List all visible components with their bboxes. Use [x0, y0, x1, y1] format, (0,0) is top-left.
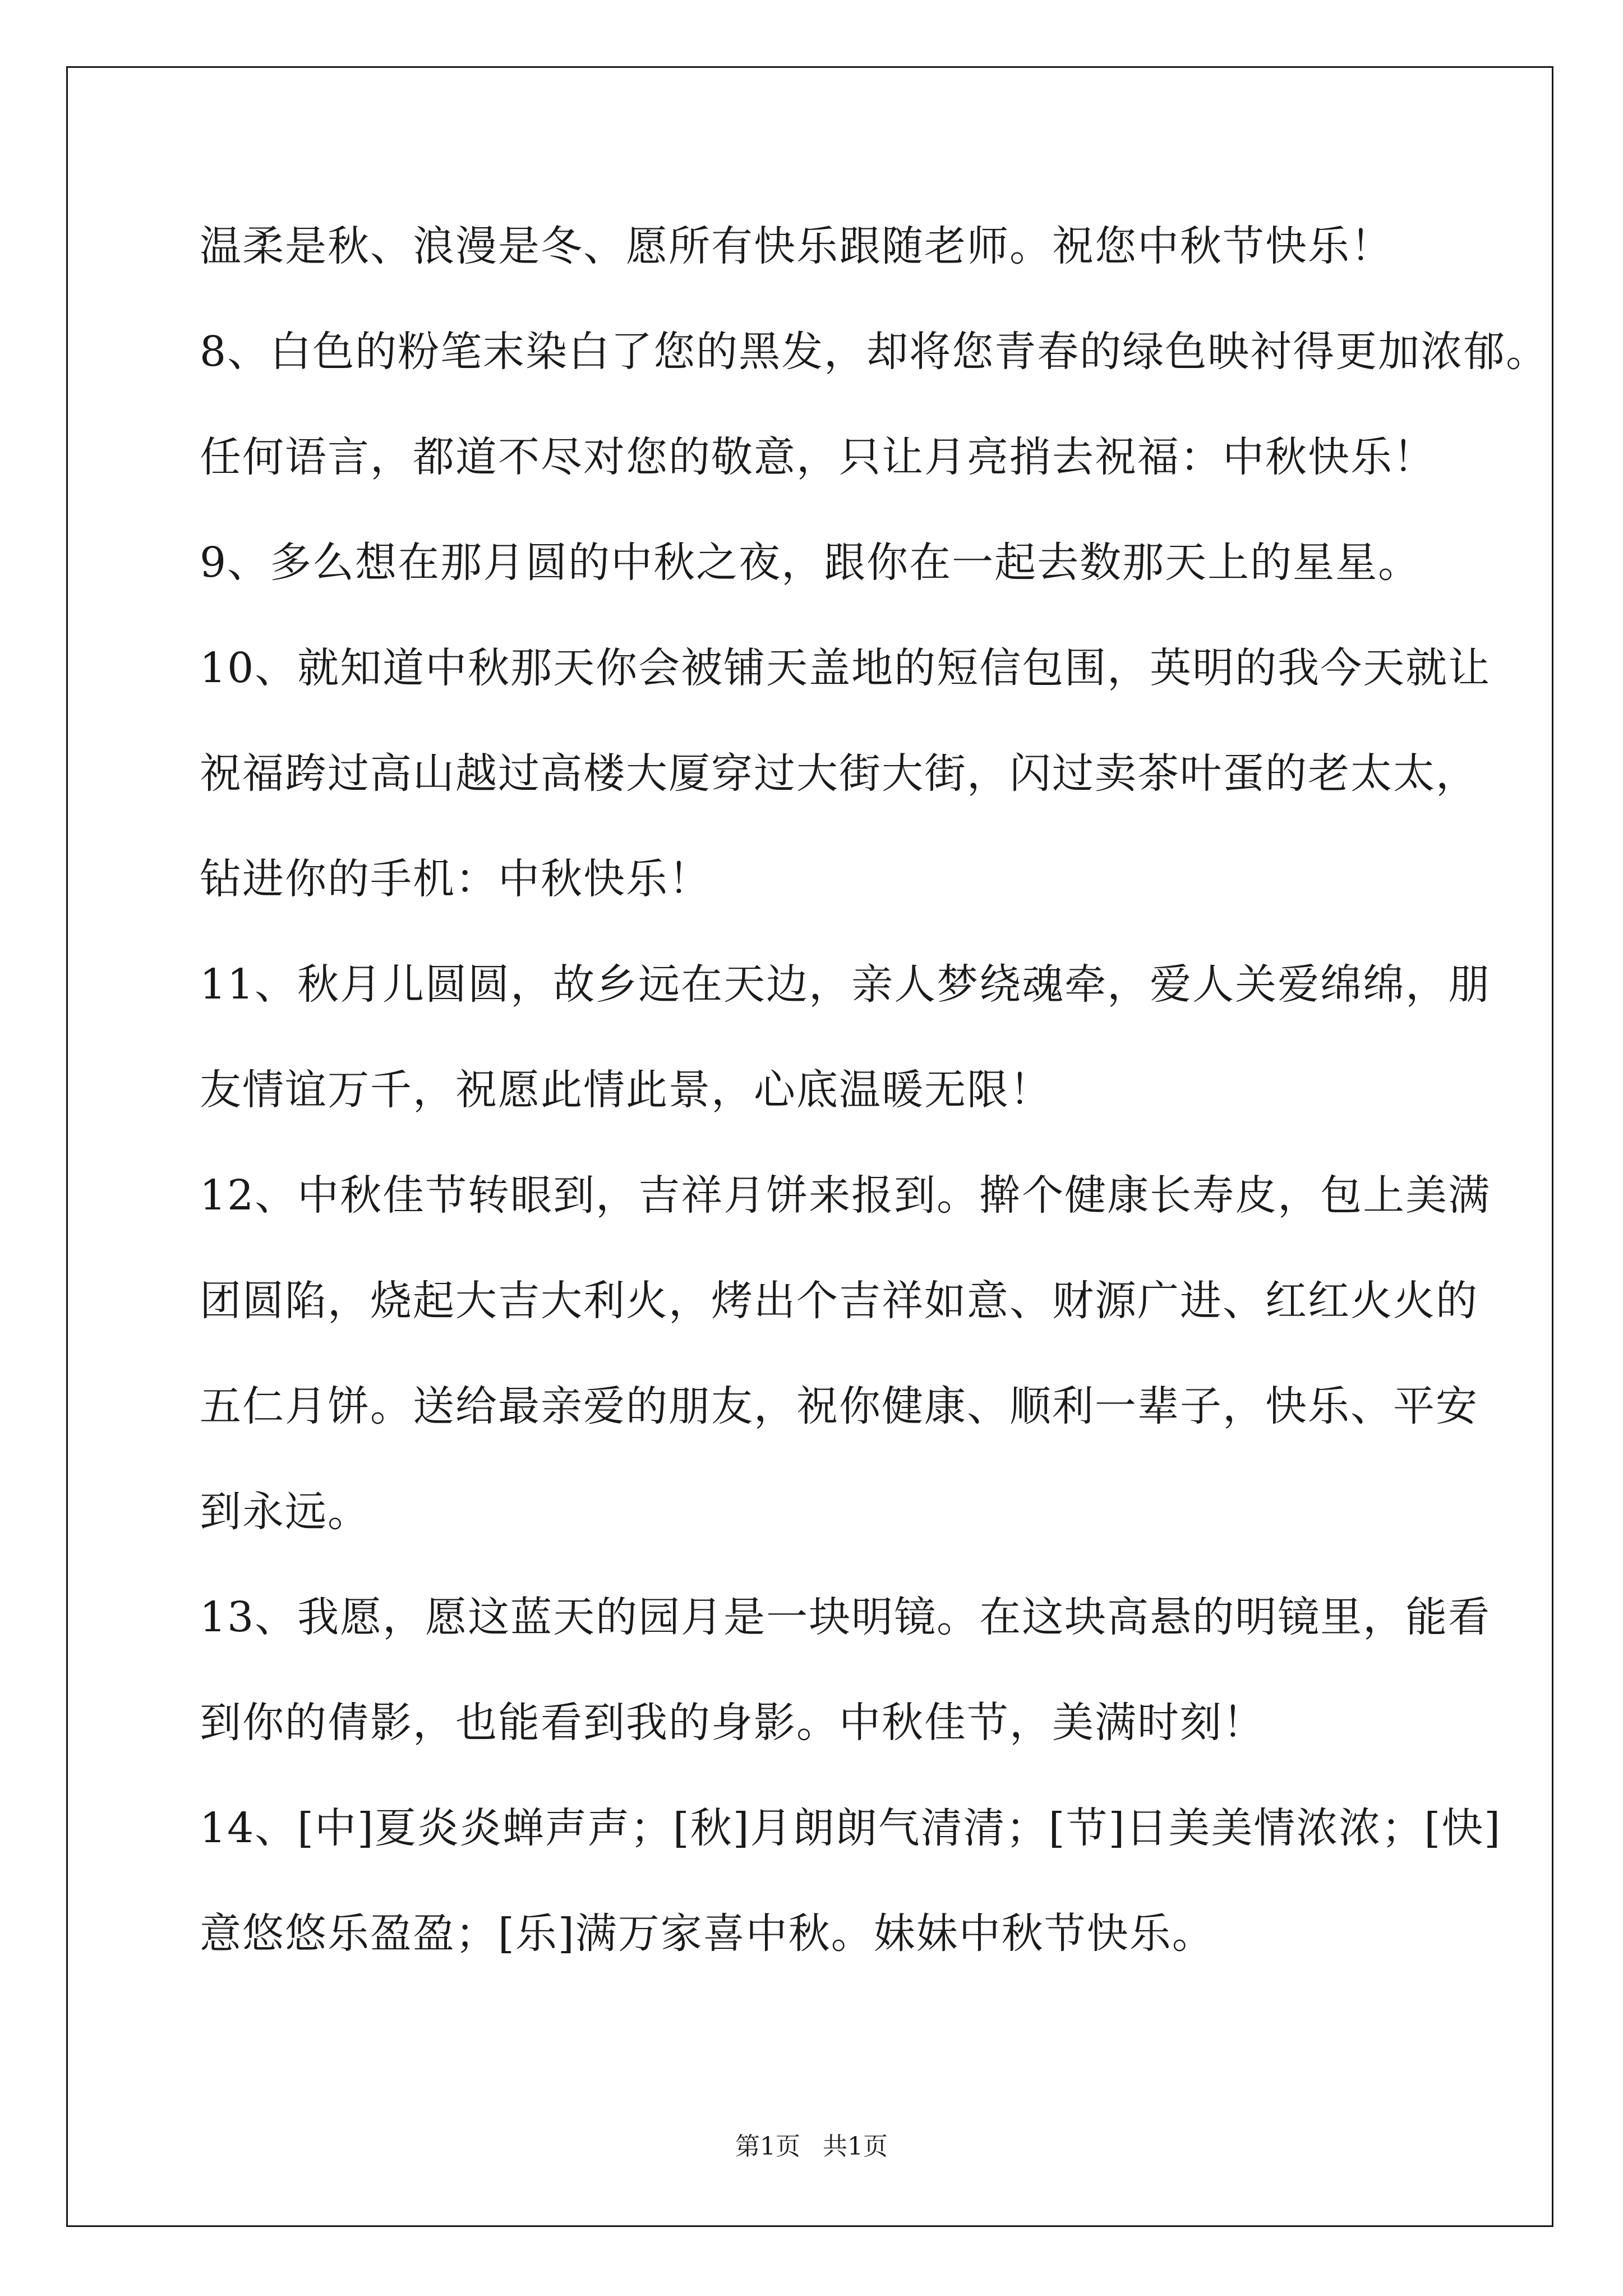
- text-line: 祝福跨过高山越过高楼大厦穿过大街大街，闪过卖茶叶蛋的老太太，: [200, 749, 1478, 798]
- text-line: 意悠悠乐盈盈；[乐]满万家喜中秋。妹妹中秋节快乐。: [200, 1910, 1215, 1958]
- page-total: 共1页: [823, 2132, 888, 2161]
- text-line: 12、中秋佳节转眼到，吉祥月饼来报到。擀个健康长寿皮，包上美满: [200, 1171, 1491, 1220]
- text-line: 10、就知道中秋那天你会被铺天盖地的短信包围，英明的我今天就让: [200, 644, 1491, 692]
- text-line: 钻进你的手机：中秋快乐！: [200, 855, 711, 903]
- page-footer: [0, 2126, 1623, 2162]
- text-line: 任何语言，都道不尽对您的敬意，只让月亮捎去祝福：中秋快乐！: [200, 433, 1436, 481]
- text-line: 友情谊万千，祝愿此情此景，心底温暖无限！: [200, 1066, 1052, 1114]
- text-line: 五仁月饼。送给最亲爱的朋友，祝你健康、顺利一辈子，快乐、平安: [200, 1382, 1478, 1430]
- document-body: [200, 194, 1549, 1986]
- text-line: 11、秋月儿圆圆，故乡远在天边，亲人梦绕魂牵，爱人关爱绵绵，朋: [200, 960, 1491, 1009]
- text-line: 9、多么想在那月圆的中秋之夜，跟你在一起去数那天上的星星。: [200, 539, 1421, 587]
- text-line: 团圆陷，烧起大吉大利火，烤出个吉祥如意、财源广进、红红火火的: [200, 1277, 1478, 1325]
- text-line: 到永远。: [200, 1488, 370, 1536]
- text-line: 温柔是秋、浪漫是冬、愿所有快乐跟随老师。祝您中秋节快乐！: [200, 222, 1393, 270]
- text-line: 14、[中]夏炎炎蝉声声；[秋]月朗朗气清清；[节]日美美情浓浓；[快]: [200, 1804, 1502, 1852]
- text-line: 到你的倩影，也能看到我的身影。中秋佳节，美满时刻！: [200, 1699, 1265, 1747]
- page-number: 第1页: [735, 2132, 800, 2161]
- text-line: 8、白色的粉笔末染白了您的黑发，却将您青春的绿色映衬得更加浓郁。: [200, 328, 1549, 376]
- text-line: 13、我愿，愿这蓝天的园月是一块明镜。在这块高悬的明镜里，能看: [200, 1593, 1491, 1641]
